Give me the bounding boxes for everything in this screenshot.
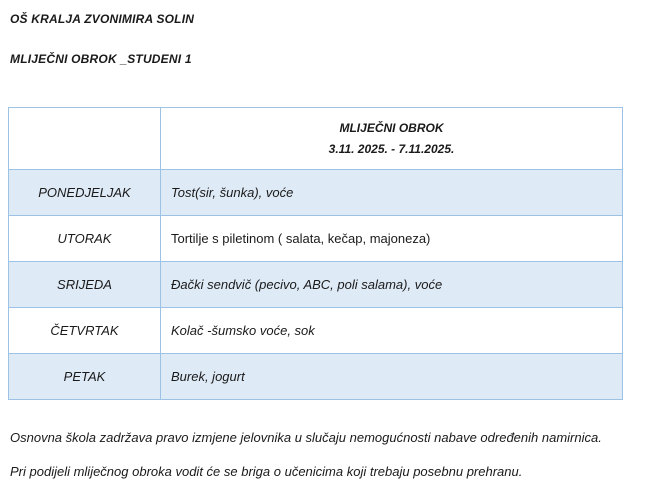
day-label: PONEDJELJAK bbox=[9, 170, 161, 216]
table-row bbox=[9, 262, 623, 308]
note-special-diet: Pri podijeli mliječnog obroka vodit će se briga o učenicima koji trebaju posebnu prehranu. bbox=[10, 464, 523, 479]
menu-title: MLIJEČNI OBROK _STUDENI 1 bbox=[10, 52, 192, 66]
day-label: SRIJEDA bbox=[9, 262, 161, 308]
table-row bbox=[9, 216, 623, 262]
footer-notes bbox=[10, 430, 660, 498]
meal-description: Tost(sir, šunka), voće bbox=[161, 170, 623, 216]
meal-description: Kolač -šumsko voće, sok bbox=[161, 308, 623, 354]
meal-description: Burek, jogurt bbox=[161, 354, 623, 400]
day-label: ČETVRTAK bbox=[9, 308, 161, 354]
meal-description: Tortilje s piletinom ( salata, kečap, majoneza) bbox=[161, 216, 623, 262]
table-header-empty-cell bbox=[9, 108, 161, 170]
table-header-title: MLIJEČNI OBROK bbox=[339, 120, 444, 135]
day-label: PETAK bbox=[9, 354, 161, 400]
school-name: OŠ KRALJA ZVONIMIRA SOLIN bbox=[10, 12, 195, 26]
note-menu-change: Osnovna škola zadržava pravo izmjene jelovnika u slučaju nemogućnosti nabave određenih namirnica. bbox=[10, 430, 602, 445]
table-row bbox=[9, 354, 623, 400]
table-header-dates: 3.11. 2025. - 7.11.2025. bbox=[328, 141, 455, 156]
table-row bbox=[9, 170, 623, 216]
table-header-row bbox=[9, 108, 623, 170]
menu-table bbox=[8, 107, 623, 400]
table-header-cell bbox=[161, 108, 623, 170]
meal-description: Đački sendvič (pecivo, ABC, poli salama), voće bbox=[161, 262, 623, 308]
document-header bbox=[10, 12, 194, 92]
day-label: UTORAK bbox=[9, 216, 161, 262]
table-row bbox=[9, 308, 623, 354]
